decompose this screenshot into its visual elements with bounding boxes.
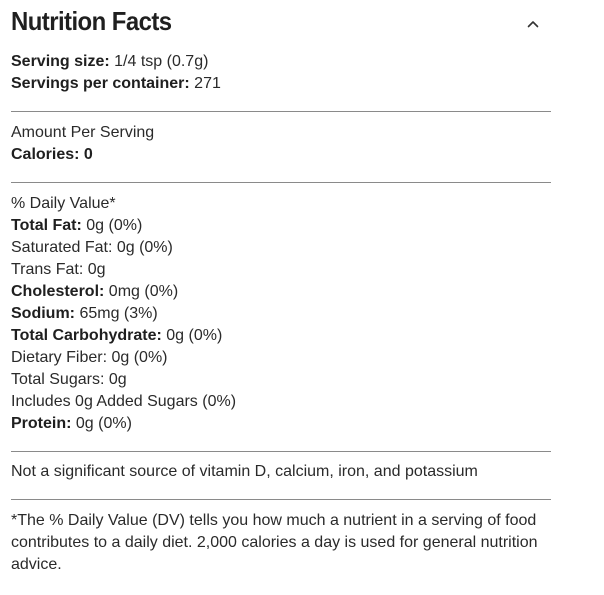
- nutrient-row-protein: [11, 413, 551, 435]
- nutrient-row-sodium: [11, 303, 551, 325]
- nutrient-label: Cholesterol:: [11, 283, 105, 300]
- nutrient-value: 0g: [83, 261, 106, 278]
- daily-value-heading: % Daily Value*: [11, 195, 116, 212]
- nutrient-row-dietary-fiber: [11, 347, 551, 369]
- calories-label: Calories:: [11, 146, 80, 163]
- serving-size-value: 1/4 tsp (0.7g): [109, 53, 209, 70]
- servings-per-container-value: 271: [189, 75, 221, 92]
- nutrient-label: Saturated Fat:: [11, 239, 113, 256]
- nutrient-label: Protein:: [11, 415, 72, 432]
- nutrient-label: Sodium:: [11, 305, 75, 322]
- nutrient-value: 65mg (3%): [75, 305, 158, 322]
- nutrient-value: (0%): [197, 393, 237, 410]
- amount-heading: Amount Per Serving: [11, 124, 155, 141]
- nutrient-label: Total Sugars:: [11, 371, 105, 388]
- nutrient-row-cholesterol: [11, 281, 551, 303]
- nutrient-value: 0g (0%): [161, 327, 223, 344]
- collapse-toggle-button[interactable]: [521, 12, 545, 36]
- amount-per-serving: [11, 122, 551, 166]
- nutrient-value: 0g (0%): [107, 349, 168, 366]
- nutrition-facts-panel: [11, 0, 551, 576]
- nutrient-value: 0g (0%): [112, 239, 173, 256]
- serving-size-row: [11, 51, 551, 73]
- nutrient-list: [11, 193, 551, 435]
- nutrient-value: 0mg (0%): [104, 283, 179, 300]
- divider: [11, 499, 551, 500]
- nutrient-value: 0g (0%): [81, 217, 143, 234]
- serving-info: [11, 51, 551, 95]
- chevron-up-icon: [527, 20, 539, 28]
- calories-value: 0: [79, 146, 93, 163]
- nutrient-value: 0g (0%): [71, 415, 132, 432]
- nutrient-row-trans-fat: [11, 259, 551, 281]
- nutrient-row-added-sugars: [11, 391, 551, 413]
- divider: [11, 182, 551, 183]
- nutrition-facts-header[interactable]: [11, 0, 551, 46]
- divider: [11, 111, 551, 112]
- nutrient-label: Includes 0g Added Sugars: [11, 393, 198, 410]
- divider: [11, 451, 551, 452]
- nutrient-label: Total Carbohydrate:: [11, 327, 162, 344]
- significant-source-note: Not a significant source of vitamin D, calcium, iron, and potassium: [11, 463, 478, 480]
- nutrient-label: Trans Fat:: [11, 261, 84, 278]
- nutrient-row-saturated-fat: [11, 237, 551, 259]
- nutrient-row-total-sugars: [11, 369, 551, 391]
- daily-value-footnote: *The % Daily Value (DV) tells you how much a nutrient in a serving of food contributes to a daily diet. 2,000 calories a day is used for general nutrition advice.: [11, 512, 538, 573]
- servings-per-container-label: Servings per container:: [11, 75, 190, 92]
- nutrient-label: Total Fat:: [11, 217, 82, 234]
- nutrient-row-total-fat: [11, 215, 551, 237]
- page-title: Nutrition Facts: [11, 6, 172, 36]
- servings-per-container-row: [11, 73, 551, 95]
- nutrient-label: Dietary Fiber:: [11, 349, 108, 366]
- nutrient-row-total-carbohydrate: [11, 325, 551, 347]
- nutrient-value: 0g: [104, 371, 127, 388]
- calories-row: [11, 144, 551, 166]
- serving-size-label: Serving size:: [11, 53, 110, 70]
